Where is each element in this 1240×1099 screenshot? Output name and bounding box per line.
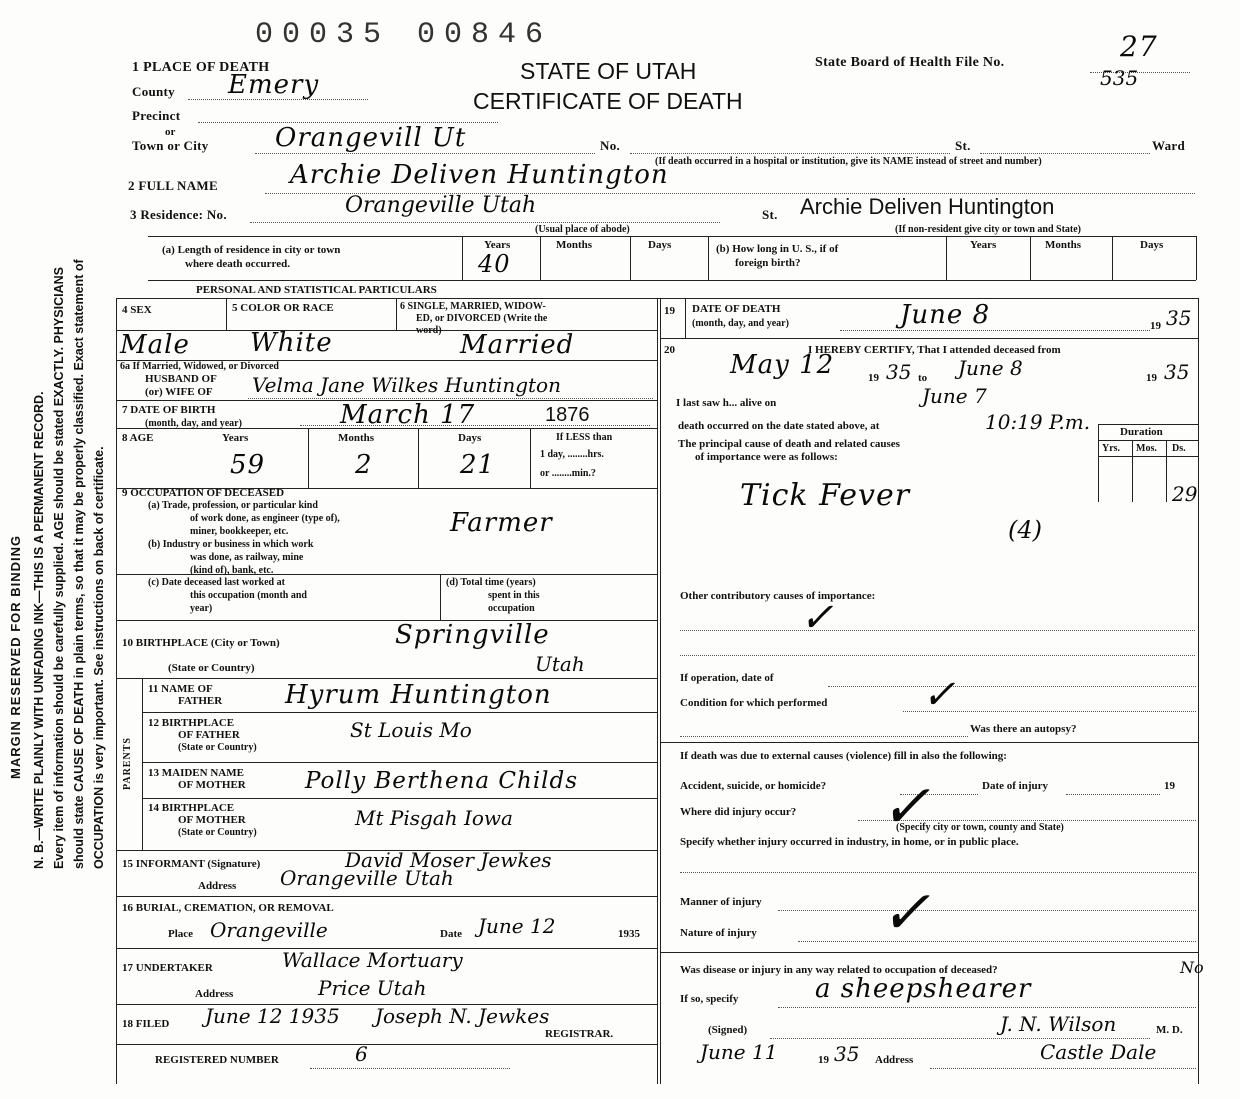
st-label: St. bbox=[955, 138, 971, 153]
death-occurred-label: death occurred on the date stated above, at bbox=[678, 420, 880, 432]
spouse-label-3: (or) WIFE OF bbox=[145, 386, 213, 398]
less-than-label: If LESS than bbox=[556, 432, 613, 443]
mother-bp-value: Mt Pisgah Iowa bbox=[355, 806, 513, 830]
us-months-label: Months bbox=[1045, 239, 1082, 251]
mother-name-label: 13 MAIDEN NAME bbox=[148, 767, 244, 779]
father-bp-label: 12 BIRTHPLACE bbox=[148, 717, 235, 729]
title-state: STATE OF UTAH bbox=[520, 58, 697, 84]
occ-d1: (d) Total time (years) bbox=[446, 577, 536, 588]
father-bp-label-3: (State or Country) bbox=[178, 742, 257, 753]
age-months-value: 2 bbox=[355, 450, 373, 480]
filed-value: June 12 1935 bbox=[205, 1004, 340, 1028]
burial-date-label: Date bbox=[440, 928, 462, 940]
full-name-value: Archie Deliven Huntington bbox=[290, 160, 669, 190]
cert-text: I HEREBY CERTIFY, That I attended deceased from bbox=[808, 344, 1061, 356]
occ-a3: miner, bookkeeper, etc. bbox=[190, 526, 289, 537]
if-so-value: a sheepshearer bbox=[815, 974, 1032, 1004]
from-year: 35 bbox=[886, 360, 912, 384]
occ-c3: year) bbox=[190, 603, 213, 614]
margin-line-4: OCCUPATION is very important. See instructions on back of certificate. bbox=[92, 446, 106, 869]
signed-year: 35 bbox=[834, 1042, 860, 1066]
occ-d3: occupation bbox=[488, 603, 535, 614]
birthplace-label: 10 BIRTHPLACE (City or Town) bbox=[122, 637, 280, 649]
mother-name-label-2: OF MOTHER bbox=[178, 779, 246, 791]
margin-binding-label: MARGIN RESERVED FOR BINDING bbox=[8, 534, 23, 779]
filed-label: 18 FILED bbox=[122, 1018, 170, 1030]
informant-value: David Moser Jewkes bbox=[345, 848, 552, 872]
occ-a1: (a) Trade, profession, or particular kind bbox=[148, 500, 318, 511]
personal-heading: PERSONAL AND STATISTICAL PARTICULARS bbox=[196, 284, 437, 296]
ward-label: Ward bbox=[1152, 138, 1185, 153]
undertaker-address-label: Address bbox=[195, 988, 234, 1000]
age-years-value: 59 bbox=[230, 450, 266, 480]
dod-sub: (month, day, and year) bbox=[692, 318, 789, 329]
us-days-label: Days bbox=[1140, 239, 1164, 251]
dob-year: 1876 bbox=[545, 404, 590, 426]
father-bp-label-2: OF FATHER bbox=[178, 729, 240, 741]
injury-date-label: Date of injury bbox=[982, 780, 1048, 792]
father-bp-value: St Louis Mo bbox=[350, 718, 472, 742]
spouse-label-2: HUSBAND OF bbox=[145, 373, 217, 385]
dob-label: 7 DATE OF BIRTH bbox=[122, 404, 216, 416]
foreign-birth-label-2: foreign birth? bbox=[735, 257, 801, 269]
birthplace-state-value: Utah bbox=[535, 652, 585, 676]
to-year-prefix: 19 bbox=[1146, 372, 1157, 384]
marital-label-2: ED, or DIVORCED (Write the bbox=[416, 313, 548, 324]
county-value: Emery bbox=[228, 70, 320, 100]
residence-value: Orangeville Utah bbox=[345, 193, 537, 218]
other-causes-mark: ✓ bbox=[800, 595, 835, 641]
margin-line-1: N. B.—WRITE PLAINLY WITH UNFADING INK—THIS IS A PERMANENT RECORD. bbox=[32, 391, 46, 869]
duration-ds-label: Ds. bbox=[1172, 443, 1186, 454]
serial-number: 00035 00846 bbox=[255, 18, 553, 52]
operation-mark: ✓ bbox=[922, 672, 957, 718]
cause-label-2: of importance were as follows: bbox=[695, 451, 838, 463]
no-label: No. bbox=[600, 138, 621, 153]
registrar-signature: Joseph N. Jewkes bbox=[375, 1004, 550, 1028]
occupation-heading: 9 OCCUPATION OF DECEASED bbox=[122, 487, 285, 499]
cause-duration-days: 29 bbox=[1172, 482, 1198, 506]
duration-label: Duration bbox=[1120, 426, 1163, 438]
file-no-value-2: 535 bbox=[1100, 66, 1139, 90]
occ-a2: of work done, as engineer (type of), bbox=[190, 513, 340, 524]
registered-number-value: 6 bbox=[355, 1042, 368, 1066]
condition-label: Condition for which performed bbox=[680, 697, 828, 709]
residence-label: 3 Residence: No. bbox=[130, 207, 227, 222]
manner-mark: ✓ bbox=[880, 878, 932, 948]
attended-to: June 8 bbox=[958, 356, 1023, 380]
margin-line-2: Every item of information should be carefully supplied. AGE should be stated EXACTLY. PHYSICIANS bbox=[52, 267, 66, 869]
color-label: 5 COLOR OR RACE bbox=[232, 302, 334, 314]
occ-c1: (c) Date deceased last worked at bbox=[148, 577, 285, 588]
residence-length-label: (a) Length of residence in city or town bbox=[162, 244, 341, 256]
father-name-label: 11 NAME OF bbox=[148, 683, 213, 695]
external-causes-label: If death was due to external causes (violence) fill in also the following: bbox=[680, 750, 1007, 762]
marital-label-1: 6 SINGLE, MARRIED, WIDOW- bbox=[400, 301, 546, 312]
residence-typed-name: Archie Deliven Huntington bbox=[800, 194, 1055, 219]
cause-value: Tick Fever bbox=[740, 478, 911, 513]
res-years-label: Years bbox=[484, 239, 511, 251]
autopsy-label: Was there an autopsy? bbox=[970, 723, 1077, 735]
foreign-birth-label: (b) How long in U. S., if of bbox=[716, 243, 839, 255]
full-name-label: 2 FULL NAME bbox=[128, 178, 218, 193]
if-so-label: If so, specify bbox=[680, 993, 739, 1005]
occ-c2: this occupation (month and bbox=[190, 590, 307, 601]
signed-label: (Signed) bbox=[708, 1024, 748, 1036]
marital-label-3: word) bbox=[416, 325, 442, 336]
mother-name-value: Polly Berthena Childs bbox=[305, 768, 579, 794]
registered-number-label: REGISTERED NUMBER bbox=[155, 1054, 279, 1066]
informant-label: 15 INFORMANT (Signature) bbox=[122, 858, 261, 870]
father-name-value: Hyrum Huntington bbox=[285, 680, 552, 710]
occ-b1: (b) Industry or business in which work bbox=[148, 539, 314, 550]
dod-value: June 8 bbox=[900, 300, 991, 330]
cause-label-1: The principal cause of death and related causes bbox=[678, 438, 900, 450]
precinct-label: Precinct bbox=[132, 108, 181, 123]
cert-number: 20 bbox=[664, 344, 675, 356]
parents-side-label: PARENTS bbox=[122, 737, 133, 790]
manner-injury-label: Manner of injury bbox=[680, 896, 762, 908]
occupation-value: Farmer bbox=[450, 508, 553, 538]
occ-d2: spent in this bbox=[488, 590, 540, 601]
age-label: 8 AGE bbox=[122, 432, 154, 444]
file-no-label: State Board of Health File No. bbox=[815, 55, 1005, 70]
sex-label: 4 SEX bbox=[122, 304, 152, 316]
specify-injury-label: Specify whether injury occurred in industry, in home, or in public place. bbox=[680, 836, 1019, 848]
signed-date: June 11 bbox=[700, 1040, 778, 1064]
dob-sub: (month, day, and year) bbox=[145, 418, 242, 429]
undertaker-value: Wallace Mortuary bbox=[282, 948, 463, 972]
nature-injury-label: Nature of injury bbox=[680, 927, 757, 939]
burial-label: 16 BURIAL, CREMATION, OR REMOVAL bbox=[122, 902, 334, 914]
mother-bp-label-2: OF MOTHER bbox=[178, 814, 246, 826]
sex-value: Male bbox=[120, 330, 190, 360]
residence-length-label-2: where death occurred. bbox=[185, 258, 290, 270]
us-years-label: Years bbox=[970, 239, 997, 251]
address-value: Castle Dale bbox=[1040, 1040, 1157, 1064]
marital-value: Married bbox=[460, 330, 575, 360]
where-injury-note: (Specify city or town, county and State) bbox=[896, 822, 1064, 833]
other-causes-label: Other contributory causes of importance: bbox=[680, 590, 876, 602]
town-value: Orangevill Ut bbox=[275, 123, 467, 153]
hospital-note: (If death occurred in a hospital or institution, give its NAME instead of street and number) bbox=[655, 156, 1042, 167]
burial-place-label: Place bbox=[168, 928, 194, 940]
last-saw-label: I last saw h... alive on bbox=[676, 397, 777, 409]
attended-from: May 12 bbox=[730, 350, 835, 380]
or-label: or bbox=[165, 126, 176, 138]
less-hrs-label: 1 day, ........hrs. bbox=[540, 449, 604, 460]
usual-abode-note: (Usual place of abode) bbox=[535, 224, 630, 235]
signed-year-prefix: 19 bbox=[818, 1054, 829, 1066]
duration-yrs-label: Yrs. bbox=[1102, 443, 1121, 454]
residence-st-label: St. bbox=[762, 207, 778, 222]
age-years-label: Years bbox=[222, 432, 249, 444]
spouse-label-1: 6a If Married, Widowed, or Divorced bbox=[120, 361, 279, 372]
occ-b3: (kind of), bank, etc. bbox=[190, 565, 274, 576]
occ-b2: was done, as railway, mine bbox=[190, 552, 304, 563]
dob-value: March 17 bbox=[340, 400, 476, 430]
burial-place-value: Orangeville bbox=[210, 918, 328, 942]
burial-date-value: June 12 bbox=[478, 914, 556, 938]
md-label: M. D. bbox=[1156, 1024, 1183, 1036]
place-of-death-heading: 1 PLACE OF DEATH bbox=[132, 60, 270, 75]
birthplace-value: Springville bbox=[395, 620, 550, 650]
informant-address-label: Address bbox=[198, 880, 237, 892]
res-days-label: Days bbox=[648, 239, 672, 251]
age-months-label: Months bbox=[338, 432, 375, 444]
operation-label: If operation, date of bbox=[680, 672, 774, 684]
spouse-value: Velma Jane Wilkes Huntington bbox=[252, 373, 561, 397]
death-time: 10:19 P.m. bbox=[985, 410, 1091, 434]
mother-bp-label-3: (State or Country) bbox=[178, 827, 257, 838]
occupation-related-value: No bbox=[1180, 958, 1204, 977]
dod-number: 19 bbox=[664, 305, 675, 317]
cause-code: (4) bbox=[1008, 516, 1042, 544]
birthplace-state-label: (State or Country) bbox=[168, 662, 255, 674]
to-label: to bbox=[918, 372, 928, 384]
res-years-value: 40 bbox=[478, 250, 511, 278]
burial-year: 1935 bbox=[618, 928, 640, 940]
age-days-value: 21 bbox=[460, 450, 496, 480]
undertaker-label: 17 UNDERTAKER bbox=[122, 962, 213, 974]
where-injury-label: Where did injury occur? bbox=[680, 806, 797, 818]
less-min-label: or ........min.? bbox=[540, 468, 596, 479]
informant-address-value: Orangeville Utah bbox=[280, 866, 454, 890]
address-label: Address bbox=[875, 1054, 914, 1066]
nonresident-note: (If non-resident give city or town and State) bbox=[895, 224, 1082, 235]
town-label: Town or City bbox=[132, 138, 209, 153]
file-no-value: 27 bbox=[1120, 30, 1158, 63]
duration-mos-label: Mos. bbox=[1136, 443, 1157, 454]
age-days-label: Days bbox=[458, 432, 482, 444]
occupation-related-label: Was disease or injury in any way related to occupation of deceased? bbox=[680, 964, 998, 976]
to-year: 35 bbox=[1164, 360, 1190, 384]
signed-value: J. N. Wilson bbox=[1000, 1012, 1117, 1036]
color-value: White bbox=[250, 328, 333, 358]
injury-mark: ✓ bbox=[880, 772, 932, 842]
registrar-label: REGISTRAR. bbox=[545, 1028, 614, 1040]
dod-year-prefix: 19 bbox=[1150, 320, 1161, 332]
dod-year: 35 bbox=[1166, 306, 1192, 330]
margin-instructions bbox=[0, 0, 110, 1099]
from-year-prefix: 19 bbox=[868, 372, 879, 384]
margin-line-3: should state CAUSE OF DEATH in plain terms, so that it may be properly classified. Exact statement of bbox=[72, 259, 86, 869]
title-certificate: CERTIFICATE OF DEATH bbox=[473, 88, 743, 114]
father-name-label-2: FATHER bbox=[178, 695, 223, 707]
injury-year-prefix: 19 bbox=[1164, 780, 1175, 792]
dod-label: DATE OF DEATH bbox=[692, 303, 781, 315]
last-saw-value: June 7 bbox=[922, 384, 987, 408]
undertaker-address-value: Price Utah bbox=[318, 976, 427, 1000]
mother-bp-label: 14 BIRTHPLACE bbox=[148, 802, 235, 814]
county-label: County bbox=[132, 84, 175, 99]
accident-label: Accident, suicide, or homicide? bbox=[680, 780, 827, 792]
res-months-label: Months bbox=[556, 239, 593, 251]
